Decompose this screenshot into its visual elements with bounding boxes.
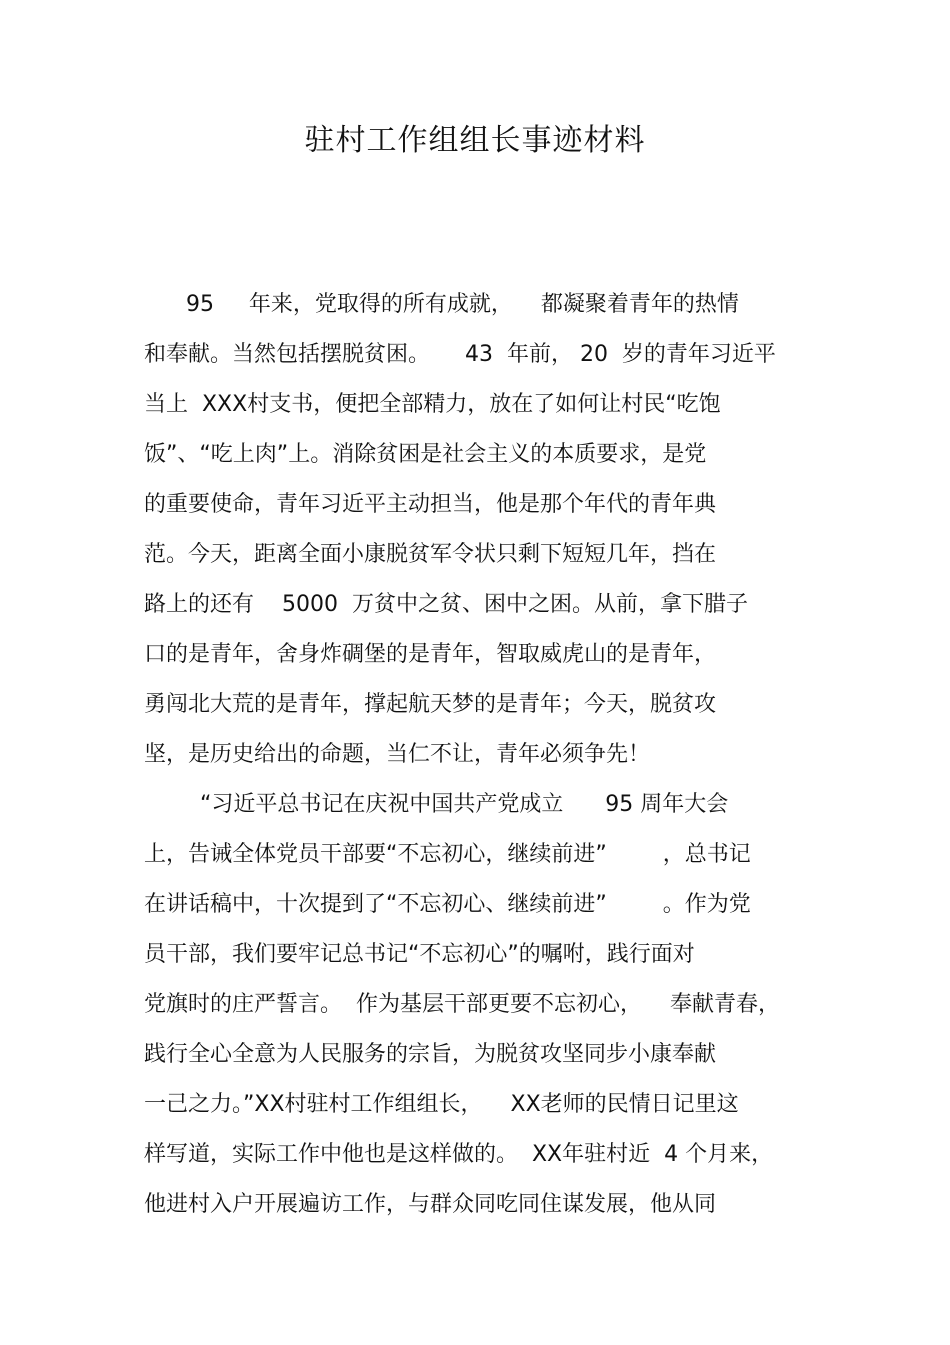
body-line-15: 党旗时的庄严誓言。 作为基层干部更要不忘初心， 奉献青春， bbox=[144, 992, 780, 1017]
body-line-6: 范。今天，距离全面小康脱贫军令状只剩下短短几年，挡在 bbox=[144, 542, 717, 567]
body-line-7: 路上的还有 5000 万贫中之贫、困中之困。从前，拿下腊子 bbox=[144, 592, 748, 617]
body-line-19: 他进村入户开展遍访工作，与群众同吃同住谋发展，他从同 bbox=[144, 1192, 717, 1217]
body-line-14: 员干部，我们要牢记总书记“不忘初心”的嘱咐，践行面对 bbox=[144, 942, 695, 967]
body-line-4: 饭”、“吃上肉”上。消除贫困是社会主义的本质要求，是党 bbox=[144, 442, 707, 467]
body-line-3: 当上 XXX村支书，便把全部精力，放在了如何让村民“吃饱 bbox=[144, 392, 721, 417]
body-line-1: 95 年来，党取得的所有成就， 都凝聚着青年的热情 bbox=[144, 292, 739, 317]
body-line-12: 上，告诫全体党员干部要“不忘初心，继续前进” ，总书记 bbox=[144, 842, 751, 867]
body-line-18: 样写道，实际工作中他也是这样做的。 XX年驻村近 4 个月来， bbox=[144, 1142, 774, 1167]
body-line-17: 一己之力。”XX村驻村工作组组长， XX老师的民情日记里这 bbox=[144, 1092, 739, 1117]
body-line-2: 和奉献。当然包括摆脱贫困。 43 年前， 20 岁的青年习近平 bbox=[144, 342, 776, 367]
body-line-13: 在讲话稿中，十次提到了“不忘初心、继续前进” 。作为党 bbox=[144, 892, 751, 917]
body-line-10: 坚，是历史给出的命题，当仁不让，青年必须争先！ bbox=[144, 742, 651, 767]
body-line-11: “习近平总书记在庆祝中国共产党成立 95 周年大会 bbox=[144, 792, 729, 817]
body-line-5: 的重要使命，青年习近平主动担当，他是那个年代的青年典 bbox=[144, 492, 717, 517]
body-line-16: 践行全心全意为人民服务的宗旨，为脱贫攻坚同步小康奉献 bbox=[144, 1042, 717, 1067]
body-line-9: 勇闯北大荒的是青年，撑起航天梦的是青年；今天，脱贫攻 bbox=[144, 692, 717, 717]
document-title: 驻村工作组组长事迹材料 bbox=[304, 123, 646, 158]
body-line-8: 口的是青年，舍身炸碉堡的是青年，智取威虎山的是青年， bbox=[144, 642, 717, 667]
